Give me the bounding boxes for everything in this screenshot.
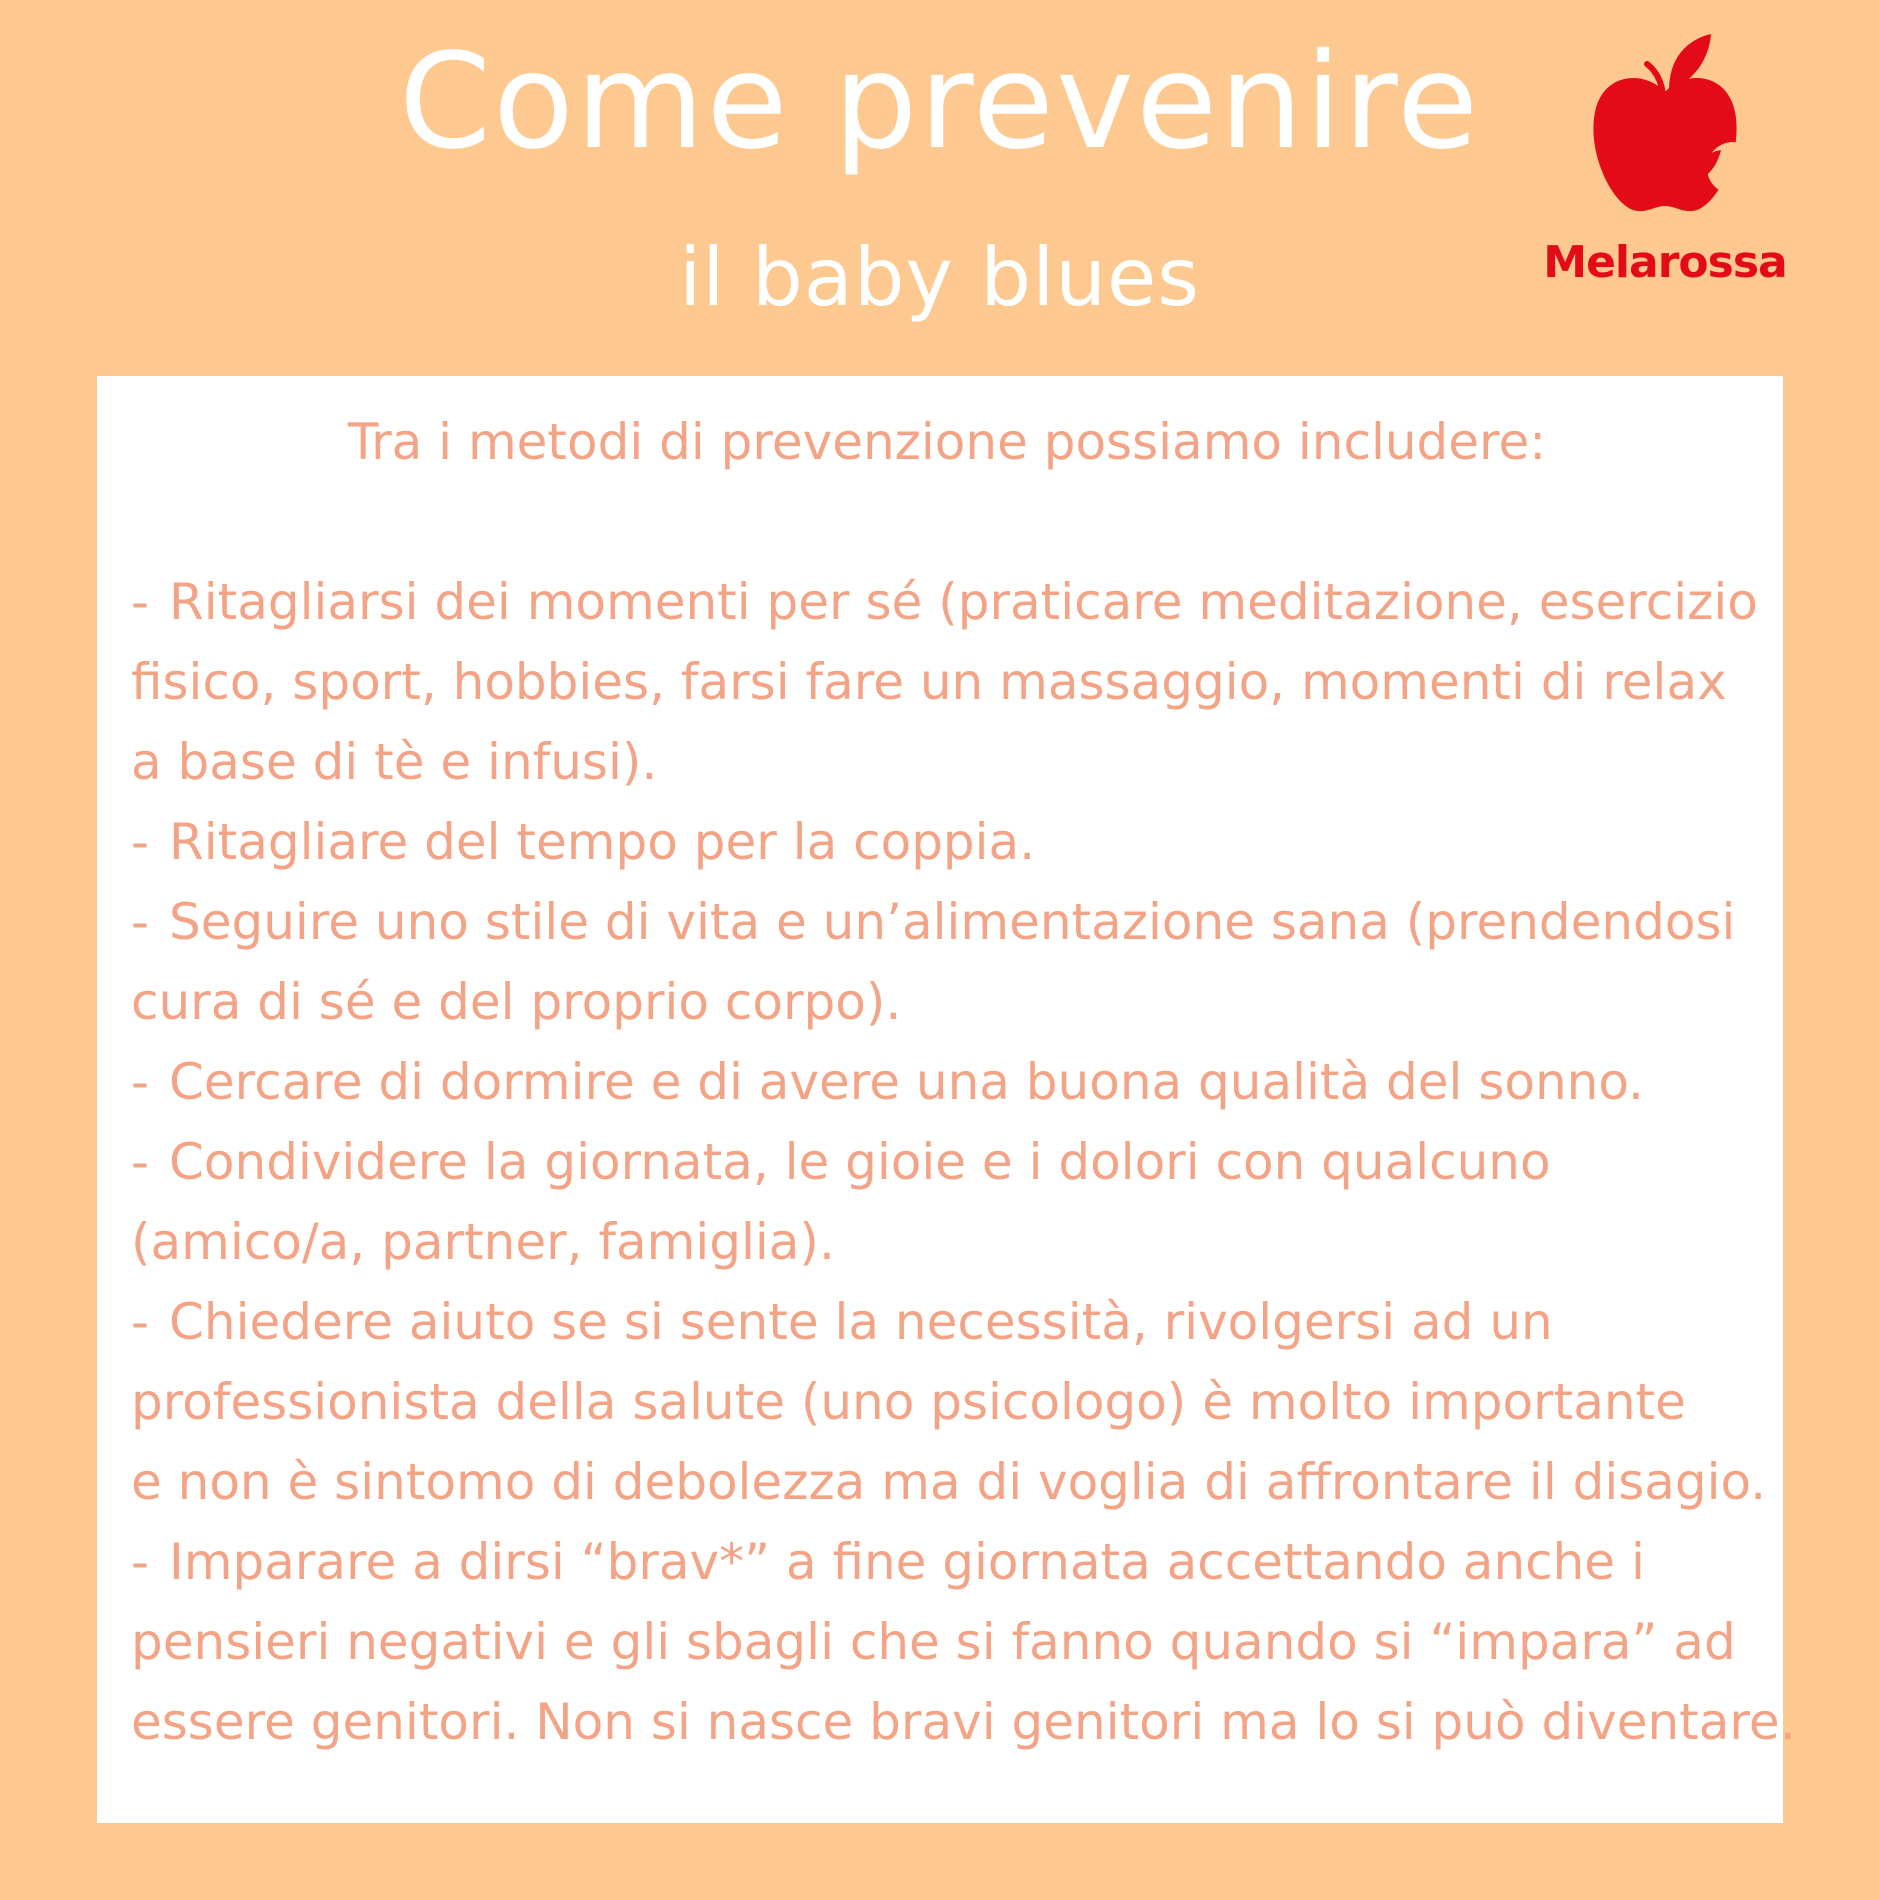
list-item-line: Chiedere aiuto se si sente la necessità, rivolgersi ad un [169, 1293, 1553, 1351]
brand-name: Melarossa [1543, 237, 1787, 288]
prevention-list [131, 562, 1796, 1762]
bullet-dash: - [131, 1293, 150, 1351]
list-item-line: (amico/a, partner, famiglia). [131, 1213, 835, 1271]
list-item-line: professionista della salute (uno psicologo) è molto importante [131, 1373, 1686, 1431]
list-item-line: Ritagliare del tempo per la coppia. [169, 813, 1036, 871]
list-item-line: cura di sé e del proprio corpo). [131, 973, 902, 1031]
list-item-line: a base di tè e infusi). [131, 733, 658, 791]
list-item [131, 562, 1763, 802]
bullet-dash: - [131, 813, 150, 871]
bullet-dash: - [131, 1533, 150, 1591]
list-item-line: Imparare a dirsi “brav*” a fine giornata accettando anche i [169, 1533, 1645, 1591]
bullet-dash: - [131, 1053, 150, 1111]
list-item [131, 1522, 1796, 1762]
list-item [131, 802, 1763, 882]
page-subtitle: il baby blues [679, 231, 1200, 324]
list-item [131, 882, 1763, 1042]
brand-logo [1535, 30, 1795, 300]
list-item [131, 1042, 1763, 1122]
list-item-line: Condividere la giornata, le gioie e i dolori con qualcuno [169, 1133, 1551, 1191]
bullet-dash: - [131, 893, 150, 951]
list-item-line: Cercare di dormire e di avere una buona qualità del sonno. [169, 1053, 1644, 1111]
list-item-line: e non è sintomo di debolezza ma di voglia di affrontare il disagio. [131, 1453, 1767, 1511]
list-item-line: Ritagliarsi dei momenti per sé (praticare meditazione, esercizio [169, 573, 1758, 631]
bullet-dash: - [131, 1133, 150, 1191]
intro-text: Tra i metodi di prevenzione possiamo includere: [347, 413, 1547, 471]
list-item-line: Seguire uno stile di vita e un’alimentazione sana (prendendosi [169, 893, 1736, 951]
list-item [131, 1122, 1763, 1282]
list-item-line: pensieri negativi e gli sbagli che si fanno quando si “impara” ad [131, 1613, 1736, 1671]
list-item-line: fisico, sport, hobbies, farsi fare un massaggio, momenti di relax [131, 653, 1727, 711]
apple-icon [1585, 30, 1745, 230]
page-title: Come prevenire [398, 25, 1481, 179]
bullet-dash: - [131, 573, 150, 631]
list-item-line: essere genitori. Non si nasce bravi genitori ma lo si può diventare. [131, 1693, 1796, 1751]
content-card [97, 376, 1796, 1823]
list-item [131, 1282, 1767, 1522]
